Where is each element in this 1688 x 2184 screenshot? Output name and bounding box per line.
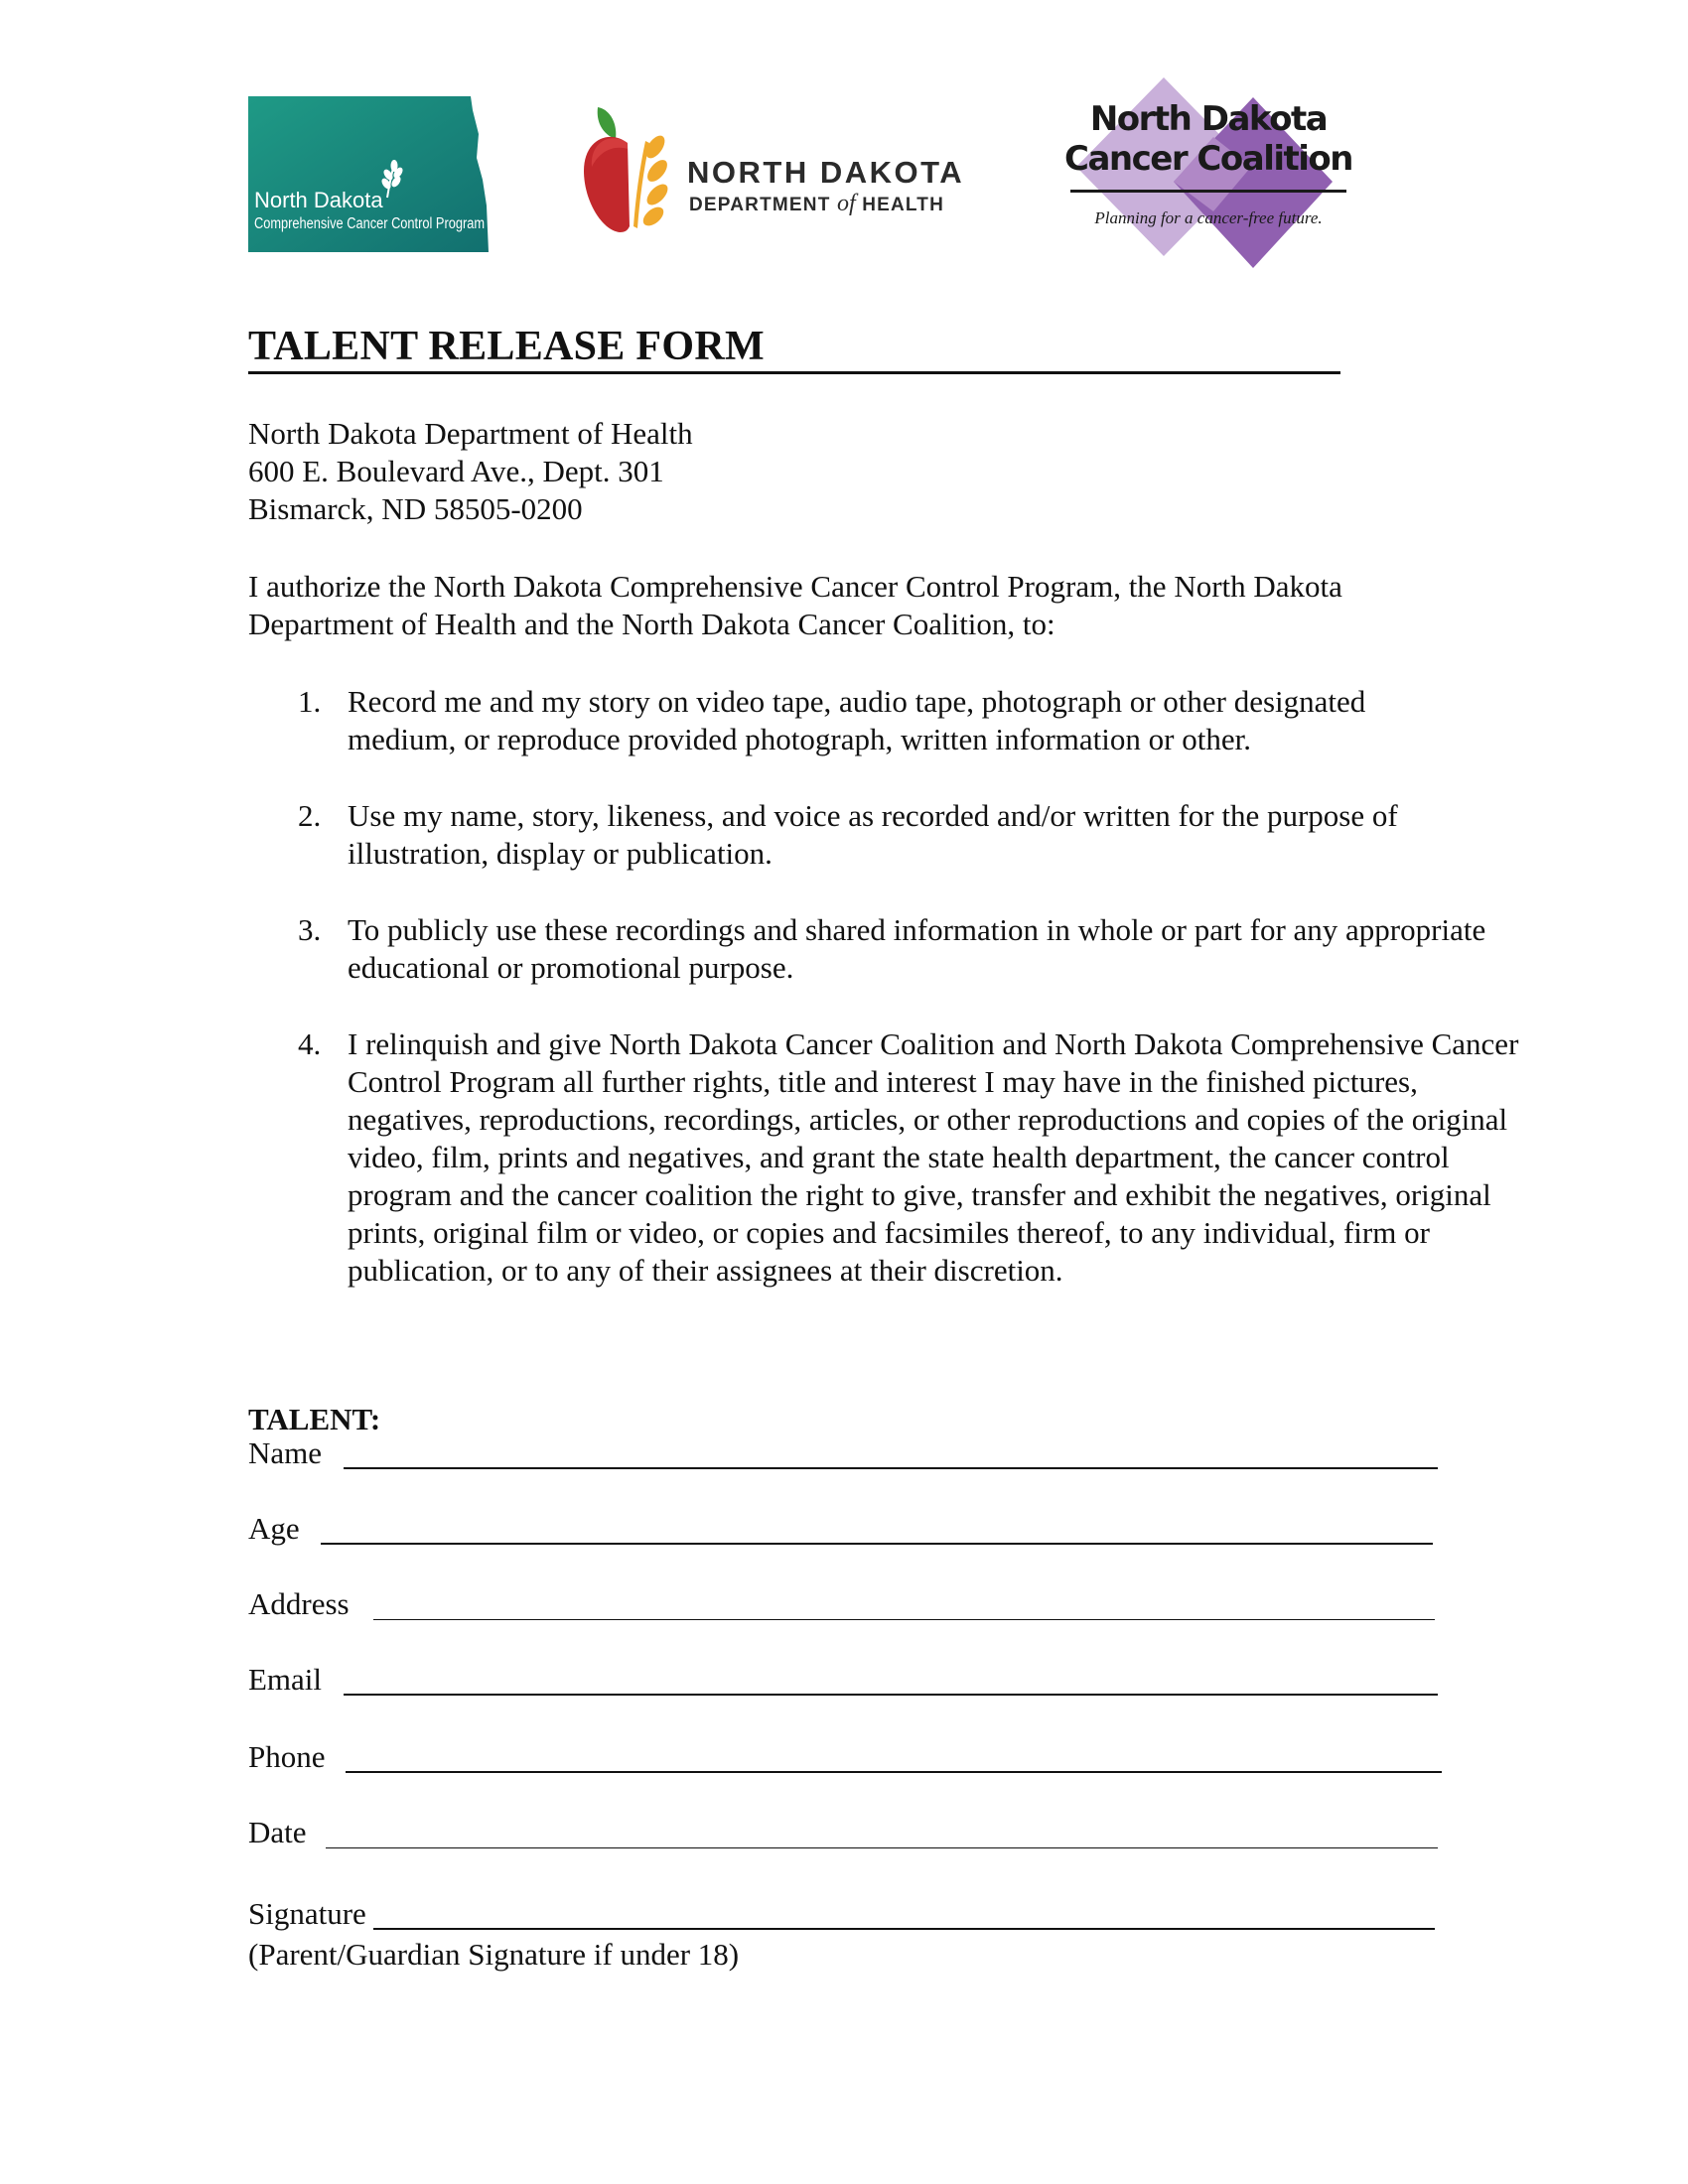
- term-text: To publicly use these recordings and shared information in whole or part for any appropriate educational or promotional purpose.: [348, 912, 1486, 985]
- address-line-3: Bismarck, ND 58505-0200: [248, 491, 583, 526]
- talent-heading: TALENT:: [248, 1402, 381, 1436]
- ndh-sub-department: DEPARTMENT: [689, 195, 831, 215]
- title-underline: [248, 371, 1340, 374]
- address-field: [248, 1584, 1440, 1624]
- age-field: [248, 1509, 1440, 1549]
- term-number: 2.: [298, 798, 322, 833]
- term-item: [248, 797, 1400, 873]
- ccc-program-logo: [248, 96, 491, 252]
- term-text: Record me and my story on video tape, audio tape, photograph or other designated medium, or reproduce provided photograph, written information or other.: [348, 684, 1366, 756]
- guardian-note: (Parent/Guardian Signature if under 18): [248, 1937, 740, 1972]
- term-number: 3.: [298, 912, 322, 947]
- form-title: TALENT RELEASE FORM: [248, 324, 765, 369]
- term-item: [248, 1025, 1519, 1290]
- ndh-sub-health: HEALTH: [862, 195, 945, 215]
- name-field: [248, 1433, 1440, 1473]
- ndcc-logo-line1: North Dakota: [1089, 99, 1328, 139]
- address-label: Address: [248, 1586, 350, 1621]
- terms-list: [248, 683, 1519, 1328]
- address-input-line[interactable]: [373, 1619, 1435, 1620]
- term-text: Use my name, story, likeness, and voice as recorded and/or written for the purpose of illustration, display or publication.: [348, 798, 1398, 871]
- date-label: Date: [248, 1815, 307, 1849]
- ndcc-logo-tagline: Planning for a cancer-free future.: [1094, 208, 1323, 227]
- phone-field: [248, 1737, 1450, 1777]
- ndcc-logo-line2: Cancer Coalition: [1064, 139, 1352, 179]
- email-label: Email: [248, 1662, 323, 1697]
- age-input-line[interactable]: [321, 1543, 1433, 1545]
- email-field: [248, 1660, 1440, 1700]
- ccc-logo-line2: Comprehensive Cancer Control Program: [254, 215, 485, 232]
- signature-field: [248, 1894, 1440, 1934]
- signature-input-line[interactable]: [373, 1928, 1435, 1930]
- term-item: [248, 683, 1400, 758]
- ndcc-logo-rule: [1070, 190, 1346, 193]
- nd-health-logo-title: NORTH DAKOTA: [687, 155, 965, 190]
- authorization-intro: I authorize the North Dakota Comprehensive Cancer Control Program, the North Dakota Department of Health and the North Dakota Cancer Coalition, to:: [248, 569, 1342, 641]
- nd-health-logo-subtitle: [689, 191, 944, 217]
- north-dakota-map-icon: [248, 96, 491, 252]
- email-input-line[interactable]: [344, 1694, 1438, 1696]
- phone-input-line[interactable]: [346, 1771, 1442, 1773]
- name-label: Name: [248, 1435, 323, 1470]
- address-block: [248, 415, 693, 528]
- age-label: Age: [248, 1511, 300, 1546]
- address-line-2: 600 E. Boulevard Ave., Dept. 301: [248, 454, 664, 488]
- nd-cancer-coalition-logo: [1064, 77, 1352, 276]
- name-input-line[interactable]: [344, 1467, 1438, 1469]
- apple-wheat-icon: [580, 99, 679, 238]
- ccc-logo-line1: North Dakota: [254, 188, 383, 212]
- nd-health-logo: [580, 99, 997, 238]
- term-number: 4.: [298, 1026, 322, 1061]
- ndh-sub-of: of: [837, 191, 856, 216]
- signature-label: Signature: [248, 1896, 366, 1931]
- date-field: [248, 1813, 1440, 1852]
- term-number: 1.: [298, 684, 322, 719]
- phone-label: Phone: [248, 1739, 326, 1774]
- term-item: [248, 911, 1509, 987]
- address-line-1: North Dakota Department of Health: [248, 416, 693, 451]
- date-input-line[interactable]: [326, 1847, 1438, 1848]
- term-text: I relinquish and give North Dakota Cancer Coalition and North Dakota Comprehensive Cancer Control Program all further rights, title and interest I may have in the finished pictures, negatives, reproductions, recordings, articles, or other reproductions and copies of the original video, film, prints and negatives, and grant the state health department, the cancer control program and the cancer coalition the right to give, transfer and exhibit the negatives, original prints, original film or video, or copies and facsimiles thereof, to any individual, firm or publication, or to any of their assignees at their discretion.: [348, 1026, 1519, 1288]
